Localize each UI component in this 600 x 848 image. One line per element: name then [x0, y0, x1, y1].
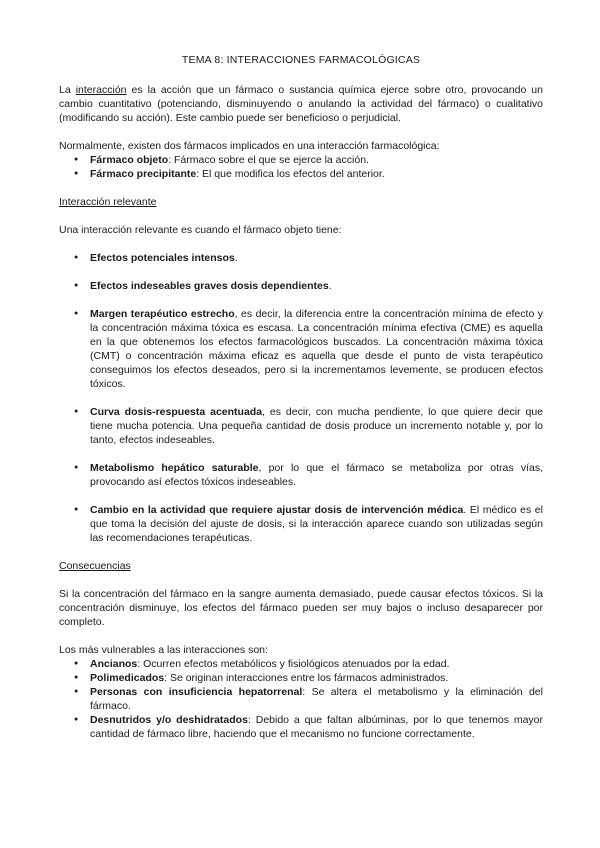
- normal-paragraph: Normalmente, existen dos fármacos implicados en una interacción farmacológica:: [59, 140, 440, 152]
- intro-paragraph: [59, 83, 543, 125]
- document-page: [59, 54, 543, 741]
- page-title: TEMA 8: INTERACCIONES FARMACOLÓGICAS: [181, 54, 421, 66]
- relevant-lead: Una interacción relevante es cuando el fármaco objeto tiene:: [59, 224, 342, 236]
- item-bold: Fármaco objeto: [90, 154, 169, 166]
- item-text: : Fármaco sobre el que se ejerce la acción.: [168, 154, 369, 166]
- list-item: [59, 657, 543, 671]
- consequences-paragraph: Si la concentración del fármaco en la sangre aumenta demasiado, puede causar efectos tóxicos. Si la concentración disminuye, los efectos del fármaco pueden ser muy bajos o incluso desaparecer por completo.: [59, 588, 543, 628]
- item-text: : Se originan interacciones entre los fármacos administrados.: [164, 672, 449, 684]
- list-item: [59, 167, 543, 181]
- intro-term: interacción: [75, 84, 127, 96]
- list-item: [59, 251, 543, 265]
- intro-rest: es la acción que un fármaco o sustancia química ejerce sobre otro, provocando un cambio cuantitativo (potenciando, disminuyendo o anulando la actividad del fármaco) o cualitativo (modificando su acción). Este cambio puede ser beneficioso o perjudicial.: [59, 84, 543, 124]
- list-item: [59, 461, 543, 489]
- item-bold: Personas con insuficiencia hepatorrenal: [90, 686, 303, 698]
- item-text: : Ocurren efectos metabólicos y fisiológicos atenuados por la edad.: [137, 658, 450, 670]
- relevant-list: [59, 251, 543, 545]
- drug-types-list: [59, 153, 543, 181]
- item-bold: Metabolismo hepático saturable: [90, 462, 259, 474]
- intro-prefix: La: [59, 84, 76, 96]
- item-text: : El que modifica los efectos del anterior.: [196, 168, 385, 180]
- item-bold: Efectos indeseables graves dosis dependientes: [90, 280, 329, 292]
- item-bold: Desnutridos y/o deshidratados: [90, 714, 248, 726]
- list-item: [59, 405, 543, 447]
- item-text: : Se altera el metabolismo y la eliminación del fármaco.: [90, 686, 543, 712]
- list-item: [59, 503, 543, 545]
- item-text: , es decir, la diferencia entre la concentración mínima de efecto y la concentración máxima tóxica es escasa. La concentración mínima efectiva (CME) es aquella en la que obtenemos los efectos farmacológicos buscados. La concentración máxima tóxica (CMT) o concentración máxima eficaz es aquella que desde el punto de vista terapéutico conseguimos los efectos deseados, pero si la incrementamos levemente, se producen efectos tóxicos.: [90, 308, 543, 390]
- item-bold: Curva dosis-respuesta acentuada: [90, 406, 263, 418]
- item-text: .: [234, 252, 238, 264]
- item-text: , por lo que el fármaco se metaboliza por otras vías, provocando así efectos tóxicos indeseables.: [90, 462, 543, 488]
- item-bold: Efectos potenciales intensos: [90, 252, 235, 264]
- list-item: [59, 279, 543, 293]
- item-bold: Margen terapéutico estrecho: [90, 308, 235, 320]
- item-bold: Ancianos: [90, 658, 138, 670]
- consequences-heading: Consecuencias: [59, 560, 131, 572]
- item-bold: Polimedicados: [90, 672, 165, 684]
- list-item: [59, 685, 543, 713]
- list-item: [59, 713, 543, 741]
- vulnerable-list: [59, 657, 543, 741]
- relevant-heading: Interacción relevante: [59, 196, 157, 208]
- list-item: [59, 153, 543, 167]
- item-text: . El médico es el que toma la decisión del ajuste de dosis, si la interacción aparece cuando son utilizadas según las recomendaciones terapéuticas.: [90, 504, 543, 544]
- list-item: [59, 307, 543, 391]
- list-item: [59, 671, 543, 685]
- item-bold: Fármaco precipitante: [90, 168, 197, 180]
- vulnerable-lead: Los más vulnerables a las interacciones son:: [59, 644, 268, 656]
- item-bold: Cambio en la actividad que requiere ajustar dosis de intervención médica: [90, 504, 464, 516]
- item-text: .: [328, 280, 332, 292]
- item-text: : Debido a que faltan albúminas, por lo que tenemos mayor cantidad de fármaco libre, haciendo que el mecanismo no funcione correctamente.: [90, 714, 544, 740]
- item-text: , es decir, con mucha pendiente, lo que quiere decir que tiene mucha potencia. Una pequeña cantidad de dosis produce un incremento notable y, por lo tanto, efectos indeseables.: [90, 406, 544, 446]
